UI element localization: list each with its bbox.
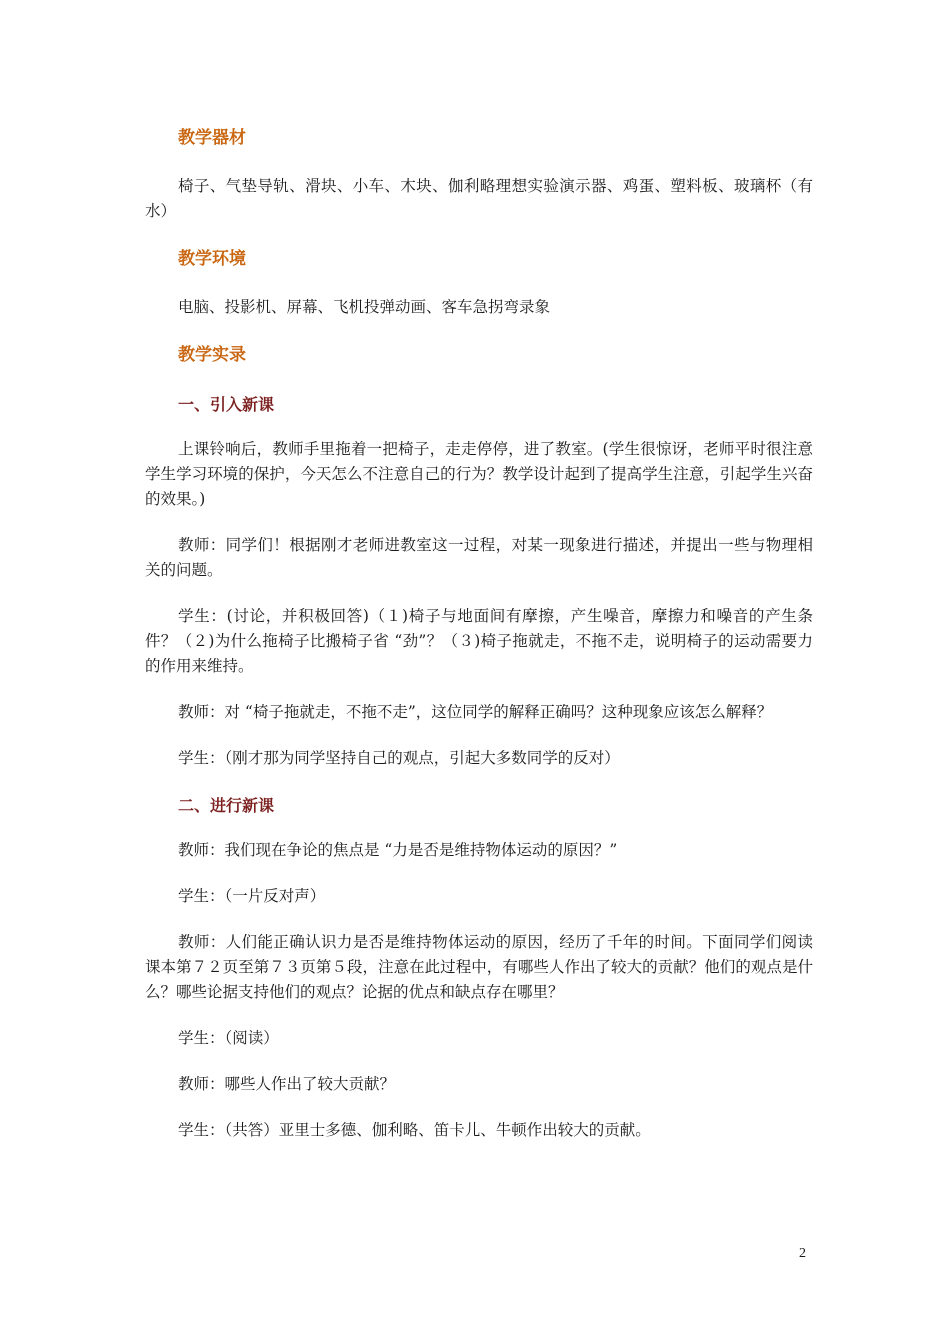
part1-heading: 一、引入新课 [178,395,275,414]
paragraph: 学生：（刚才那为同学坚持自己的观点，引起大多数同学的反对） [178,749,620,767]
paragraph: 学生：（阅读） [178,1029,279,1047]
page-content [145,124,813,1164]
section-heading-record: 教学实录 [178,345,246,365]
section-heading-environment: 教学环境 [178,249,246,269]
environment-list: 电脑、投影机、屏幕、飞机投弹动画、客车急拐弯录象 [178,298,551,316]
page-number: 2 [799,1246,806,1261]
paragraph: 学生：(讨论，并积极回答)（１)椅子与地面间有摩擦，产生噪音，摩擦力和噪音的产生条件？（２)为什么拖椅子比搬椅子省 “劲”？（３)椅子拖就走，不拖不走，说明椅子的运动需要力的作用来维持。 [145,607,813,675]
paragraph: 教师：对 “椅子拖就走，不拖不走”，这位同学的解释正确吗？这种现象应该怎么解释？ [178,703,773,721]
paragraph: 教师：同学们！根据刚才老师进教室这一过程，对某一现象进行描述，并提出一些与物理相关的问题。 [145,536,813,579]
part2-heading: 二、进行新课 [178,796,275,815]
paragraph: 学生：（一片反对声） [178,887,326,905]
paragraph: 学生：（共答）亚里士多德、伽利略、笛卡儿、牛顿作出较大的贡献。 [178,1121,651,1139]
paragraph: 上课铃响后，教师手里拖着一把椅子，走走停停，进了教室。(学生很惊讶，老师平时很注意学生学习环境的保护，今天怎么不注意自己的行为？教学设计起到了提高学生注意，引起学生兴奋的效果。) [145,440,813,508]
paragraph: 教师：哪些人作出了较大贡献？ [178,1075,396,1093]
paragraph: 教师：我们现在争论的焦点是 “力是否是维持物体运动的原因？” [178,841,618,859]
paragraph: 教师：人们能正确认识力是否是维持物体运动的原因，经历了千年的时间。下面同学们阅读课本第７２页至第７３页第５段，注意在此过程中，有哪些人作出了较大的贡献？他们的观点是什么？哪些论据支持他们的观点？论据的优点和缺点存在哪里？ [145,933,813,1001]
equipment-list: 椅子、气垫导轨、滑块、小车、木块、伽利略理想实验演示器、鸡蛋、塑料板、玻璃杯（有水） [145,177,813,220]
section-heading-equipment: 教学器材 [178,128,246,148]
